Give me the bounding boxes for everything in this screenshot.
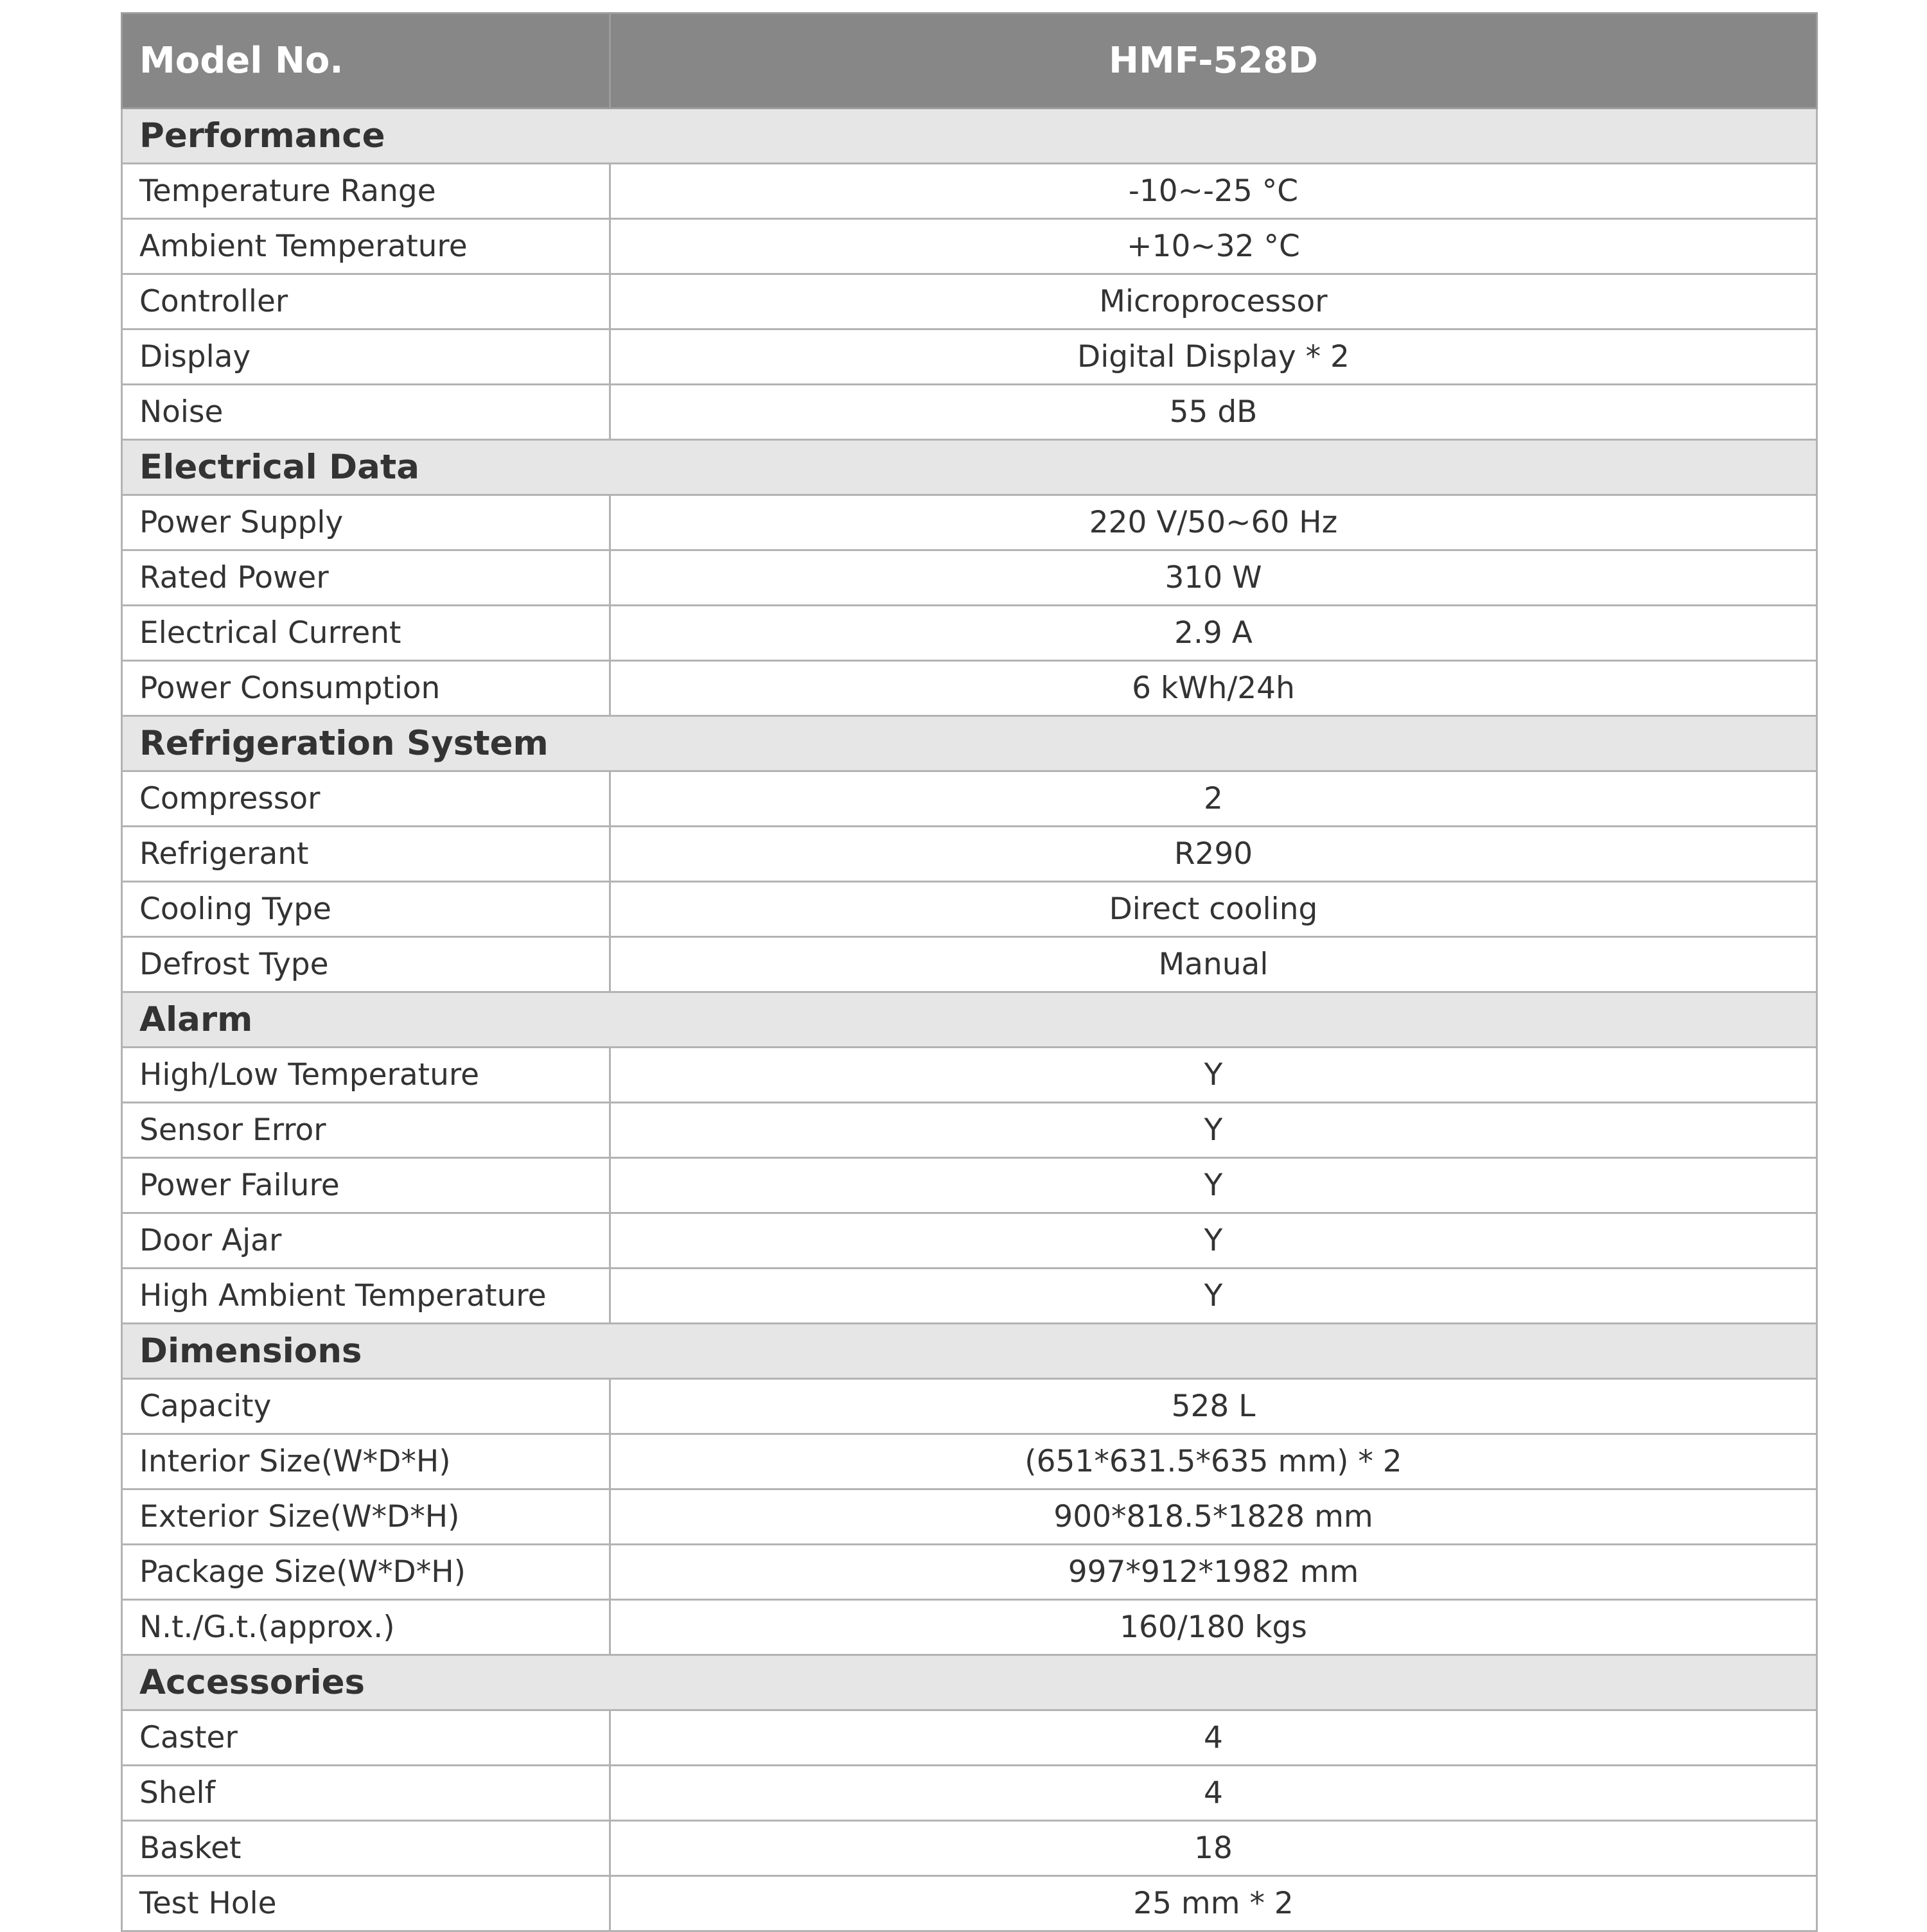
- model-number: HMF-528D: [610, 13, 1817, 109]
- spec-value: Direct cooling: [610, 882, 1817, 937]
- spec-label: Package Size(W*D*H): [122, 1545, 610, 1600]
- table-header-row: [122, 13, 1817, 109]
- table-row: [122, 1545, 1817, 1600]
- table-row: [122, 164, 1817, 219]
- section-title: Performance: [122, 109, 1817, 164]
- spec-label: Display: [122, 329, 610, 385]
- spec-value: Y: [610, 1158, 1817, 1213]
- spec-label: High Ambient Temperature: [122, 1269, 610, 1324]
- spec-value: Manual: [610, 937, 1817, 992]
- section-header-row: [122, 1655, 1817, 1710]
- table-row: [122, 1048, 1817, 1103]
- section-header-row: [122, 992, 1817, 1048]
- table-row: [122, 1434, 1817, 1489]
- spec-value: 4: [610, 1710, 1817, 1766]
- table-row: [122, 1876, 1817, 1931]
- spec-label: Capacity: [122, 1379, 610, 1434]
- spec-label: Test Hole: [122, 1876, 610, 1931]
- spec-label: Door Ajar: [122, 1213, 610, 1269]
- spec-label: Interior Size(W*D*H): [122, 1434, 610, 1489]
- spec-table: [121, 12, 1818, 1932]
- spec-label: Controller: [122, 274, 610, 329]
- spec-table-body: [122, 13, 1817, 1931]
- spec-value: 55 dB: [610, 385, 1817, 440]
- spec-value: 220 V/50~60 Hz: [610, 495, 1817, 550]
- spec-value: 25 mm * 2: [610, 1876, 1817, 1931]
- table-row: [122, 771, 1817, 827]
- table-row: [122, 661, 1817, 716]
- spec-label: Temperature Range: [122, 164, 610, 219]
- spec-value: 4: [610, 1766, 1817, 1821]
- table-row: [122, 827, 1817, 882]
- spec-value: 18: [610, 1821, 1817, 1876]
- spec-value: Y: [610, 1269, 1817, 1324]
- spec-value: Y: [610, 1103, 1817, 1158]
- model-no-label: Model No.: [122, 13, 610, 109]
- table-row: [122, 495, 1817, 550]
- spec-label: Power Failure: [122, 1158, 610, 1213]
- spec-value: (651*631.5*635 mm) * 2: [610, 1434, 1817, 1489]
- spec-label: Compressor: [122, 771, 610, 827]
- table-row: [122, 1103, 1817, 1158]
- table-row: [122, 882, 1817, 937]
- spec-value: R290: [610, 827, 1817, 882]
- section-header-row: [122, 109, 1817, 164]
- spec-label: Power Supply: [122, 495, 610, 550]
- table-row: [122, 1489, 1817, 1545]
- spec-value: Digital Display * 2: [610, 329, 1817, 385]
- spec-value: 528 L: [610, 1379, 1817, 1434]
- spec-label: High/Low Temperature: [122, 1048, 610, 1103]
- table-row: [122, 1269, 1817, 1324]
- section-header-row: [122, 1324, 1817, 1379]
- spec-value: 900*818.5*1828 mm: [610, 1489, 1817, 1545]
- section-title: Accessories: [122, 1655, 1817, 1710]
- table-row: [122, 1821, 1817, 1876]
- section-title: Electrical Data: [122, 440, 1817, 495]
- spec-label: Shelf: [122, 1766, 610, 1821]
- spec-value: 160/180 kgs: [610, 1600, 1817, 1655]
- spec-label: Sensor Error: [122, 1103, 610, 1158]
- spec-value: 310 W: [610, 550, 1817, 606]
- spec-value: -10~-25 °C: [610, 164, 1817, 219]
- table-row: [122, 274, 1817, 329]
- table-row: [122, 329, 1817, 385]
- spec-label: Refrigerant: [122, 827, 610, 882]
- section-title: Dimensions: [122, 1324, 1817, 1379]
- spec-value: Microprocessor: [610, 274, 1817, 329]
- section-title: Refrigeration System: [122, 716, 1817, 771]
- table-row: [122, 1213, 1817, 1269]
- spec-label: N.t./G.t.(approx.): [122, 1600, 610, 1655]
- spec-label: Cooling Type: [122, 882, 610, 937]
- spec-label: Caster: [122, 1710, 610, 1766]
- table-row: [122, 1600, 1817, 1655]
- spec-label: Exterior Size(W*D*H): [122, 1489, 610, 1545]
- spec-label: Defrost Type: [122, 937, 610, 992]
- section-header-row: [122, 440, 1817, 495]
- table-row: [122, 550, 1817, 606]
- spec-label: Rated Power: [122, 550, 610, 606]
- spec-value: Y: [610, 1048, 1817, 1103]
- table-row: [122, 1158, 1817, 1213]
- spec-value: +10~32 °C: [610, 219, 1817, 274]
- table-row: [122, 1710, 1817, 1766]
- section-title: Alarm: [122, 992, 1817, 1048]
- table-row: [122, 1766, 1817, 1821]
- section-header-row: [122, 716, 1817, 771]
- spec-label: Power Consumption: [122, 661, 610, 716]
- table-row: [122, 606, 1817, 661]
- spec-label: Electrical Current: [122, 606, 610, 661]
- table-row: [122, 219, 1817, 274]
- table-row: [122, 937, 1817, 992]
- spec-label: Noise: [122, 385, 610, 440]
- spec-label: Basket: [122, 1821, 610, 1876]
- table-row: [122, 1379, 1817, 1434]
- spec-value: Y: [610, 1213, 1817, 1269]
- spec-label: Ambient Temperature: [122, 219, 610, 274]
- spec-value: 2.9 A: [610, 606, 1817, 661]
- table-row: [122, 385, 1817, 440]
- spec-value: 997*912*1982 mm: [610, 1545, 1817, 1600]
- spec-value: 6 kWh/24h: [610, 661, 1817, 716]
- spec-value: 2: [610, 771, 1817, 827]
